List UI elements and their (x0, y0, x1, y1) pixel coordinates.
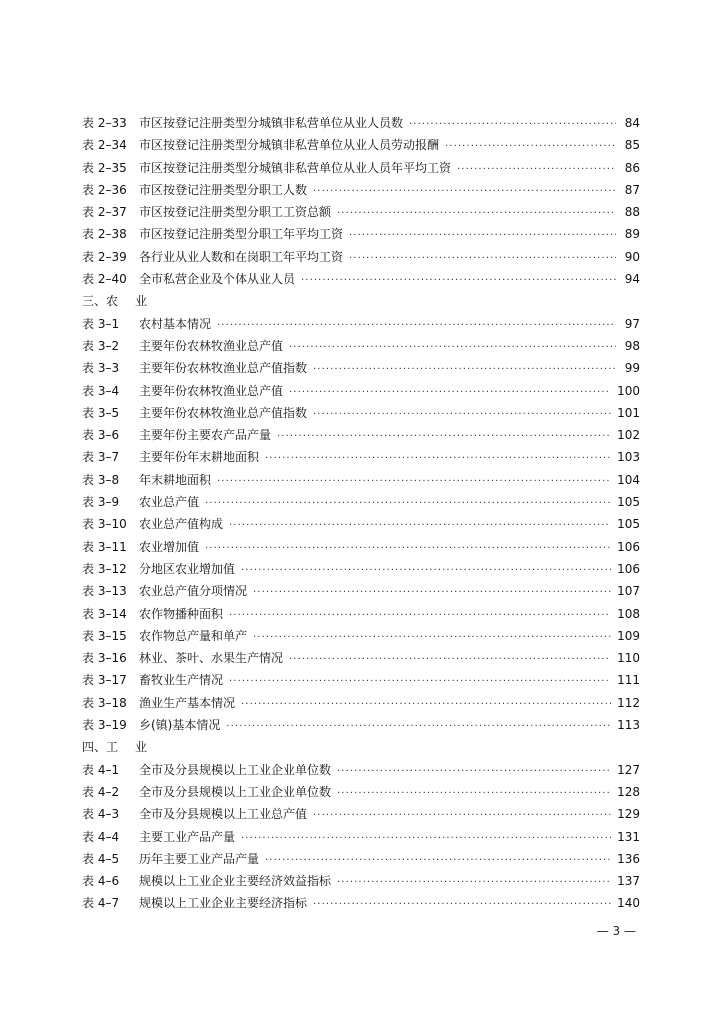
table-number: 表 3–8 (82, 472, 120, 487)
table-number: 表 3–18 (82, 695, 127, 710)
table-title: 市区按登记注册类型分职工年平均工资 (139, 227, 344, 242)
table-number: 表 3–6 (82, 428, 120, 443)
table-number: 表 3–16 (82, 651, 127, 666)
toc-section-heading (82, 290, 640, 312)
table-number: 表 4–7 (82, 896, 120, 911)
table-number: 表 4–6 (82, 874, 120, 889)
toc-entry (82, 580, 640, 602)
table-number: 表 3–19 (82, 718, 127, 733)
page-reference: 105 (617, 495, 640, 510)
toc-entry (82, 424, 640, 446)
page-reference: 128 (617, 784, 640, 799)
table-title: 主要工业产品产量 (139, 829, 236, 844)
page-reference: 86 (624, 160, 640, 175)
dot-leader (313, 359, 616, 381)
table-title: 市区按登记注册类型分城镇非私营单位从业人员劳动报酬 (139, 138, 440, 153)
table-of-contents (82, 112, 640, 915)
toc-entry (82, 357, 640, 379)
toc-entry (82, 826, 640, 848)
table-title: 主要年份农林牧渔业总产值 (139, 338, 284, 353)
page-reference: 106 (617, 561, 640, 576)
dot-leader (313, 805, 611, 827)
dot-leader (313, 894, 611, 916)
page-reference: 131 (617, 829, 640, 844)
toc-entry (82, 714, 640, 736)
page-reference: 129 (617, 807, 640, 822)
toc-entry (82, 246, 640, 268)
dot-leader (349, 248, 616, 270)
table-title: 农业增加值 (139, 539, 200, 554)
page-reference: 84 (624, 116, 640, 130)
toc-entry (82, 536, 640, 558)
toc-entry (82, 157, 640, 179)
section-label: 三、农 (82, 294, 119, 309)
dot-leader (253, 582, 611, 604)
page-reference: 97 (624, 316, 640, 331)
page-reference: 89 (624, 227, 640, 242)
toc-entry (82, 134, 640, 156)
table-title: 农作物总产量和单产 (139, 628, 248, 643)
table-number: 表 3–14 (82, 606, 127, 621)
page-reference: 87 (624, 182, 640, 197)
page-reference: 112 (617, 695, 640, 710)
dot-leader (301, 270, 616, 292)
table-number: 表 3–5 (82, 405, 120, 420)
table-title: 渔业生产基本情况 (139, 695, 236, 710)
page-reference: 110 (617, 651, 640, 666)
table-title: 农作物播种面积 (139, 606, 224, 621)
dot-leader (241, 560, 611, 582)
table-title: 主要年份农林牧渔业总产值指数 (139, 405, 308, 420)
table-title: 主要年份主要农产品产量 (139, 428, 272, 443)
dot-leader (337, 872, 611, 894)
page-reference: 127 (617, 762, 640, 777)
section-label-suffix: 业 (135, 740, 148, 755)
table-title: 市区按登记注册类型分职工人数 (139, 182, 308, 197)
toc-entry (82, 491, 640, 513)
table-title: 市区按登记注册类型分城镇非私营单位从业人员数 (139, 116, 404, 130)
table-title: 历年主要工业产品产量 (139, 851, 260, 866)
dot-leader (205, 538, 611, 560)
toc-entry (82, 558, 640, 580)
dot-leader (337, 783, 611, 805)
table-title: 全市及分县规模以上工业企业单位数 (139, 784, 332, 799)
toc-entry (82, 313, 640, 335)
toc-entry (82, 759, 640, 781)
page-reference: 101 (617, 405, 640, 420)
page-reference: 90 (624, 249, 640, 264)
table-number: 表 3–12 (82, 561, 127, 576)
toc-entry (82, 803, 640, 825)
toc-entry (82, 870, 640, 892)
toc-entry (82, 848, 640, 870)
section-label-suffix: 业 (135, 294, 148, 309)
page-reference: 85 (624, 138, 640, 153)
table-title: 主要年份年末耕地面积 (139, 450, 260, 465)
page-reference: 140 (617, 896, 640, 911)
table-title: 畜牧业生产情况 (139, 673, 224, 688)
table-number: 表 3–4 (82, 383, 120, 398)
dot-leader (217, 315, 616, 337)
table-number: 表 4–2 (82, 784, 120, 799)
table-title: 农业总产值分项情况 (139, 584, 248, 599)
page-reference: 106 (617, 539, 640, 554)
table-number: 表 2–40 (82, 272, 127, 287)
page-reference: 113 (617, 718, 640, 733)
table-number: 表 4–5 (82, 851, 120, 866)
table-title: 规模以上工业企业主要经济效益指标 (139, 874, 332, 889)
table-number: 表 2–38 (82, 227, 127, 242)
table-number: 表 4–3 (82, 807, 120, 822)
dot-leader (445, 136, 616, 158)
dot-leader (253, 627, 611, 649)
table-title: 林业、茶叶、水果生产情况 (139, 651, 284, 666)
table-number: 表 3–7 (82, 450, 120, 465)
toc-entry (82, 335, 640, 357)
page-reference: 107 (617, 584, 640, 599)
table-title: 主要年份农林牧渔业总产值指数 (139, 361, 308, 376)
dot-leader (229, 671, 611, 693)
table-number: 表 3–9 (82, 495, 120, 510)
dot-leader (337, 761, 611, 783)
page-reference: 111 (617, 673, 640, 688)
page-reference: 136 (617, 851, 640, 866)
dot-leader (277, 426, 611, 448)
dot-leader (241, 828, 611, 850)
table-number: 表 3–17 (82, 673, 127, 688)
page-reference: 98 (624, 338, 640, 353)
toc-entry (82, 781, 640, 803)
table-number: 表 2–39 (82, 249, 127, 264)
table-title: 分地区农业增加值 (139, 561, 236, 576)
table-number: 表 3–1 (82, 316, 120, 331)
toc-entry (82, 402, 640, 424)
toc-entry (82, 647, 640, 669)
dot-leader (349, 225, 616, 247)
dot-leader (265, 850, 611, 872)
table-title: 全市私营企业及个体从业人员 (139, 272, 296, 287)
table-number: 表 4–1 (82, 762, 120, 777)
table-title: 主要年份农林牧渔业总产值 (139, 383, 284, 398)
dot-leader (289, 649, 611, 671)
table-number: 表 3–15 (82, 628, 127, 643)
dot-leader (289, 382, 611, 404)
table-title: 全市及分县规模以上工业企业单位数 (139, 762, 332, 777)
page-reference: 102 (617, 428, 640, 443)
dot-leader (217, 471, 611, 493)
dot-leader (229, 515, 611, 537)
table-number: 表 2–34 (82, 138, 127, 153)
table-title: 各行业从业人数和在岗职工年平均工资 (139, 249, 344, 264)
table-title: 农业总产值构成 (139, 517, 224, 532)
page-reference: 109 (617, 628, 640, 643)
page-reference: 105 (617, 517, 640, 532)
table-number: 表 2–36 (82, 182, 127, 197)
dot-leader (226, 716, 611, 738)
table-number: 表 4–4 (82, 829, 120, 844)
page-reference: 88 (624, 205, 640, 220)
dot-leader (289, 337, 616, 359)
dot-leader (265, 448, 611, 470)
toc-entry (82, 380, 640, 402)
table-number: 表 3–3 (82, 361, 120, 376)
table-title: 市区按登记注册类型分职工工资总额 (139, 205, 332, 220)
table-number: 表 2–33 (82, 116, 127, 130)
toc-entry (82, 201, 640, 223)
page-reference: 94 (624, 272, 640, 287)
table-title: 规模以上工业企业主要经济指标 (139, 896, 308, 911)
table-number: 表 3–11 (82, 539, 127, 554)
toc-entry (82, 669, 640, 691)
dot-leader (457, 159, 616, 181)
table-title: 农村基本情况 (139, 316, 212, 331)
toc-entry (82, 112, 640, 134)
page-reference: 99 (624, 361, 640, 376)
dot-leader (313, 181, 616, 203)
toc-entry (82, 446, 640, 468)
table-title: 乡(镇)基本情况 (139, 718, 221, 733)
page-reference: 108 (617, 606, 640, 621)
dot-leader (205, 493, 611, 515)
table-number: 表 2–35 (82, 160, 127, 175)
table-number: 表 3–10 (82, 517, 127, 532)
toc-entry (82, 469, 640, 491)
page-reference: 104 (617, 472, 640, 487)
table-title: 市区按登记注册类型分城镇非私营单位从业人员年平均工资 (139, 160, 452, 175)
toc-entry (82, 692, 640, 714)
toc-entry (82, 223, 640, 245)
toc-entry (82, 513, 640, 535)
table-title: 农业总产值 (139, 495, 200, 510)
toc-entry (82, 179, 640, 201)
page-reference: 103 (617, 450, 640, 465)
page-number: — 3 — (596, 924, 636, 938)
toc-section-heading (82, 736, 640, 758)
dot-leader (241, 694, 611, 716)
dot-leader (409, 114, 616, 136)
table-number: 表 3–2 (82, 338, 120, 353)
page-reference: 137 (617, 874, 640, 889)
dot-leader (337, 203, 616, 225)
table-title: 年末耕地面积 (139, 472, 212, 487)
page-reference: 100 (617, 383, 640, 398)
toc-entry (82, 625, 640, 647)
dot-leader (313, 404, 611, 426)
table-title: 全市及分县规模以上工业总产值 (139, 807, 308, 822)
toc-entry (82, 268, 640, 290)
dot-leader (229, 605, 611, 627)
section-label: 四、工 (82, 740, 119, 755)
toc-entry (82, 892, 640, 914)
table-number: 表 3–13 (82, 584, 127, 599)
table-number: 表 2–37 (82, 205, 127, 220)
toc-entry (82, 603, 640, 625)
